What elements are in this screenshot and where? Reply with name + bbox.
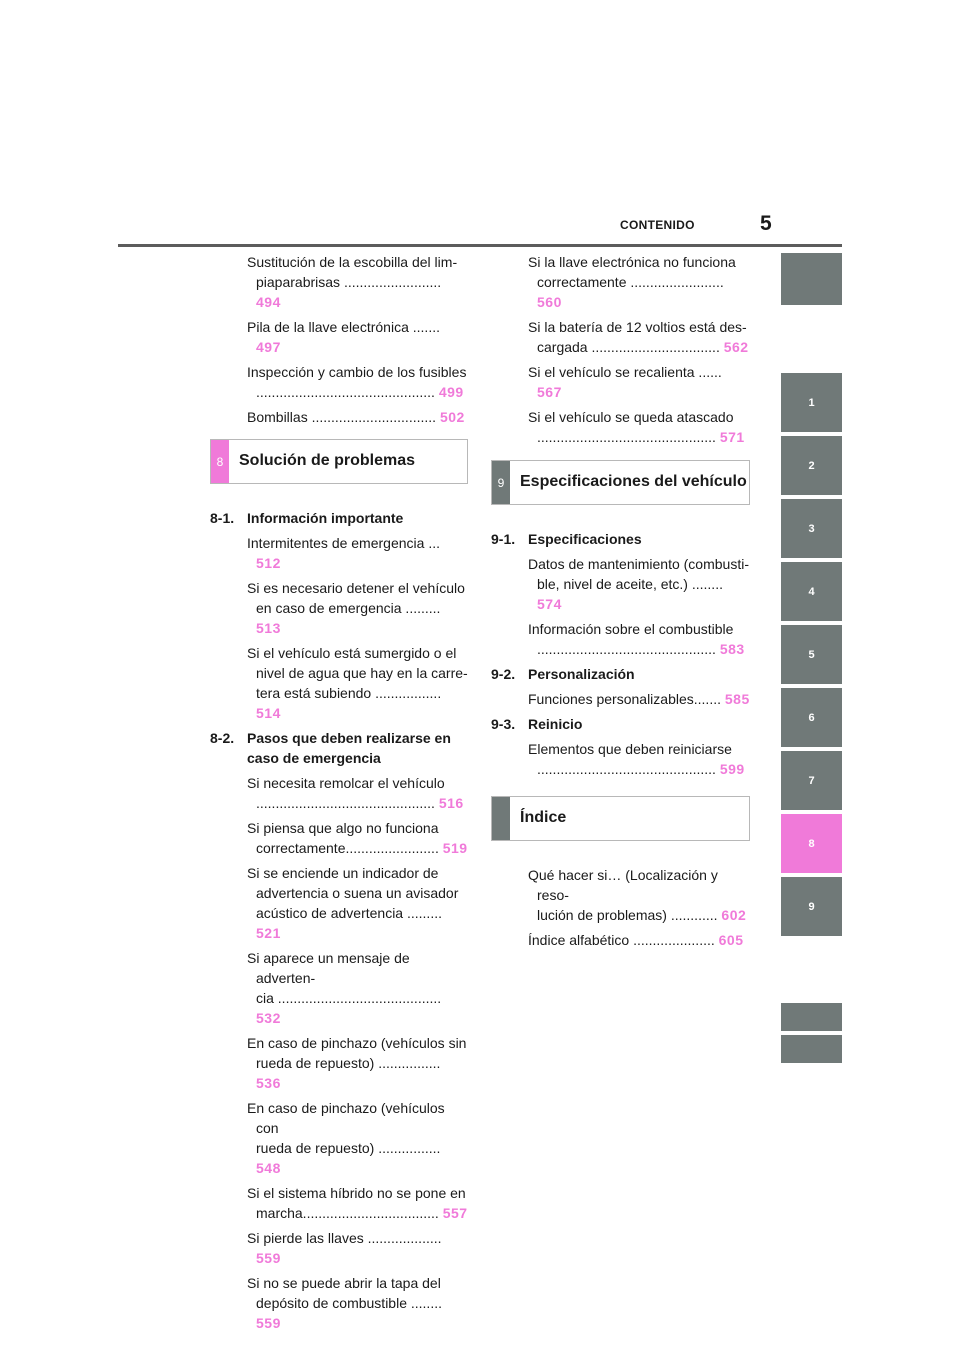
toc-entry-text: Funciones personalizables....... 585: [528, 691, 750, 707]
toc-entry[interactable]: [210, 1033, 468, 1093]
toc-entry-text: Si la llave electrónica no funciona correctamente ........................ 560: [528, 254, 736, 310]
page-link[interactable]: 499: [438, 384, 464, 400]
section-9-3: [491, 714, 750, 734]
toc-entry-text: Si el vehículo se recalienta ...... 567: [528, 364, 722, 400]
page-link[interactable]: 559: [256, 1250, 281, 1266]
chapter-9-heading[interactable]: [491, 460, 750, 505]
toc-entry-text: Intermitentes de emergencia ... 512: [247, 535, 440, 571]
toc-entry[interactable]: [210, 1183, 468, 1223]
tab-9[interactable]: 9: [781, 877, 842, 936]
toc-entry-text: Si pierde las llaves ................... 559: [247, 1230, 442, 1266]
toc-entry-text: Si aparece un mensaje de adverten- cia .......................................... 532: [247, 950, 442, 1026]
toc-entry[interactable]: [491, 619, 750, 659]
header-divider: [118, 244, 842, 247]
page-link[interactable]: 497: [256, 339, 281, 355]
tab-1[interactable]: 1: [781, 373, 842, 432]
page-link[interactable]: 516: [438, 795, 464, 811]
page-link[interactable]: 519: [442, 840, 468, 856]
toc-entry-text: Elementos que deben reiniciarse .............................................. 599: [528, 741, 745, 777]
page-link[interactable]: 559: [256, 1315, 281, 1331]
page-link[interactable]: 571: [719, 429, 745, 445]
tab-5[interactable]: 5: [781, 625, 842, 684]
page-link[interactable]: 513: [256, 620, 281, 636]
toc-entry[interactable]: [491, 407, 750, 447]
toc-entry-text: Datos de mantenimiento (combusti- ble, nivel de aceite, etc.) ........ 574: [528, 556, 749, 612]
page-link[interactable]: 574: [537, 596, 562, 612]
section-9-2: [491, 664, 750, 684]
toc-entry-text: Sustitución de la escobilla del lim- piaparabrisas ......................... 494: [247, 254, 458, 310]
section-8-2: [210, 728, 468, 768]
tab-blank-bottom-2[interactable]: [781, 1035, 842, 1063]
page-link[interactable]: 512: [256, 555, 281, 571]
toc-entry[interactable]: [491, 865, 750, 925]
toc-entry-text: Qué hacer si… (Localización y reso- lución de problemas) ............ 602: [528, 867, 747, 923]
tab-7[interactable]: 7: [781, 751, 842, 810]
section-number: 9-1.: [491, 531, 516, 547]
toc-entry[interactable]: [491, 739, 750, 779]
page-link[interactable]: 548: [256, 1160, 281, 1176]
tab-2[interactable]: 2: [781, 436, 842, 495]
toc-entry[interactable]: [210, 407, 468, 427]
toc-entry[interactable]: [491, 362, 750, 402]
toc-entry-text: Bombillas ................................ 502: [247, 409, 465, 425]
index-badge: [492, 797, 510, 840]
toc-entry-text: Si necesita remolcar el vehículo .............................................. 516: [247, 775, 464, 811]
toc-entry[interactable]: [210, 362, 468, 402]
toc-entry[interactable]: [210, 533, 468, 573]
page-link[interactable]: 514: [256, 705, 281, 721]
tab-8[interactable]: 8: [781, 814, 842, 873]
section-title: Personalización: [528, 666, 635, 682]
section-title: Reinicio: [528, 716, 583, 732]
chapter-8-title: Solución de problemas: [239, 452, 416, 469]
toc-entry[interactable]: [210, 252, 468, 312]
page-link[interactable]: 502: [439, 409, 465, 425]
section-8-1: [210, 508, 468, 528]
toc-entry-text: Inspección y cambio de los fusibles .............................................. 499: [247, 364, 467, 400]
chapter-9-badge: 9: [492, 461, 510, 504]
toc-entry-text: En caso de pinchazo (vehículos con rueda de repuesto) ................ 548: [247, 1100, 445, 1176]
index-heading[interactable]: [491, 796, 750, 841]
toc-entry[interactable]: [210, 1273, 468, 1333]
toc-entry-text: Si el sistema híbrido no se pone en marcha................................... 557: [247, 1185, 468, 1221]
chapter-9-title: Especificaciones del vehículo: [520, 473, 747, 490]
toc-entry[interactable]: [210, 818, 468, 858]
page-link[interactable]: 602: [721, 907, 747, 923]
toc-entry-text: Si es necesario detener el vehículo en caso de emergencia ......... 513: [247, 580, 465, 636]
section-title: Especificaciones: [528, 531, 642, 547]
toc-entry[interactable]: [491, 554, 750, 614]
chapter-tabs: [781, 0, 842, 1358]
header-title: CONTENIDO: [620, 218, 695, 232]
toc-entry-text: En caso de pinchazo (vehículos sin rueda de repuesto) ................ 536: [247, 1035, 467, 1091]
toc-entry[interactable]: [210, 948, 468, 1028]
page-link[interactable]: 557: [442, 1205, 468, 1221]
chapter-8-badge: 8: [211, 440, 229, 483]
toc-entry[interactable]: [491, 252, 750, 312]
toc-entry[interactable]: [210, 317, 468, 357]
chapter-8-heading[interactable]: [210, 439, 468, 484]
page-link[interactable]: 605: [718, 932, 744, 948]
toc-entry-text: Pila de la llave electrónica ....... 497: [247, 319, 440, 355]
toc-entry[interactable]: [491, 689, 750, 709]
section-title: Información importante: [247, 510, 404, 526]
section-number: 9-2.: [491, 666, 516, 682]
index-title: Índice: [520, 809, 567, 826]
toc-entry[interactable]: [210, 578, 468, 638]
toc-entry-text: Si se enciende un indicador de advertencia o suena un avisador acústico de advertencia ......... 521: [247, 865, 459, 941]
toc-entry[interactable]: [210, 1098, 468, 1178]
toc-entry[interactable]: [210, 773, 468, 813]
page-link[interactable]: 583: [719, 641, 745, 657]
tab-3[interactable]: 3: [781, 499, 842, 558]
tab-4[interactable]: 4: [781, 562, 842, 621]
section-number: 9-3.: [491, 716, 516, 732]
toc-column-right: [491, 252, 750, 955]
page-number: 5: [760, 212, 772, 235]
toc-entry[interactable]: [491, 317, 750, 357]
toc-entry-text: Si la batería de 12 voltios está des- cargada ................................. 562: [528, 319, 749, 355]
toc-entry-text: Si piensa que algo no funciona correctamente........................ 519: [247, 820, 468, 856]
page-link[interactable]: 567: [537, 384, 562, 400]
section-9-1: [491, 529, 750, 549]
page-link[interactable]: 599: [719, 761, 745, 777]
page-link[interactable]: 494: [256, 294, 281, 310]
page-link[interactable]: 532: [256, 1010, 281, 1026]
toc-entry[interactable]: [210, 863, 468, 943]
tab-blank-top[interactable]: [781, 253, 842, 305]
toc-entry[interactable]: [210, 1228, 468, 1268]
toc-column-left: [210, 252, 468, 1338]
toc-entry[interactable]: [491, 930, 750, 950]
toc-entry-text: Si el vehículo se queda atascado .............................................. 571: [528, 409, 745, 445]
page-link[interactable]: 536: [256, 1075, 281, 1091]
toc-entry-text: Si el vehículo está sumergido o el nivel de agua que hay en la carre- tera está subiendo ................. 514: [247, 645, 468, 721]
page-link[interactable]: 521: [256, 925, 281, 941]
section-title: Pasos que deben realizarse en caso de emergencia: [247, 730, 451, 766]
toc-entry-text: Si no se puede abrir la tapa del depósito de combustible ........ 559: [247, 1275, 442, 1331]
toc-entry[interactable]: [210, 643, 468, 723]
tab-6[interactable]: 6: [781, 688, 842, 747]
section-number: 8-2.: [210, 730, 235, 746]
tab-blank-bottom-1[interactable]: [781, 1003, 842, 1031]
page-link[interactable]: 585: [724, 691, 750, 707]
page-link[interactable]: 560: [537, 294, 562, 310]
section-number: 8-1.: [210, 510, 235, 526]
page-link[interactable]: 562: [723, 339, 749, 355]
toc-entry-text: Índice alfabético ..................... 605: [528, 932, 744, 948]
toc-entry-text: Información sobre el combustible .............................................. 583: [528, 621, 745, 657]
